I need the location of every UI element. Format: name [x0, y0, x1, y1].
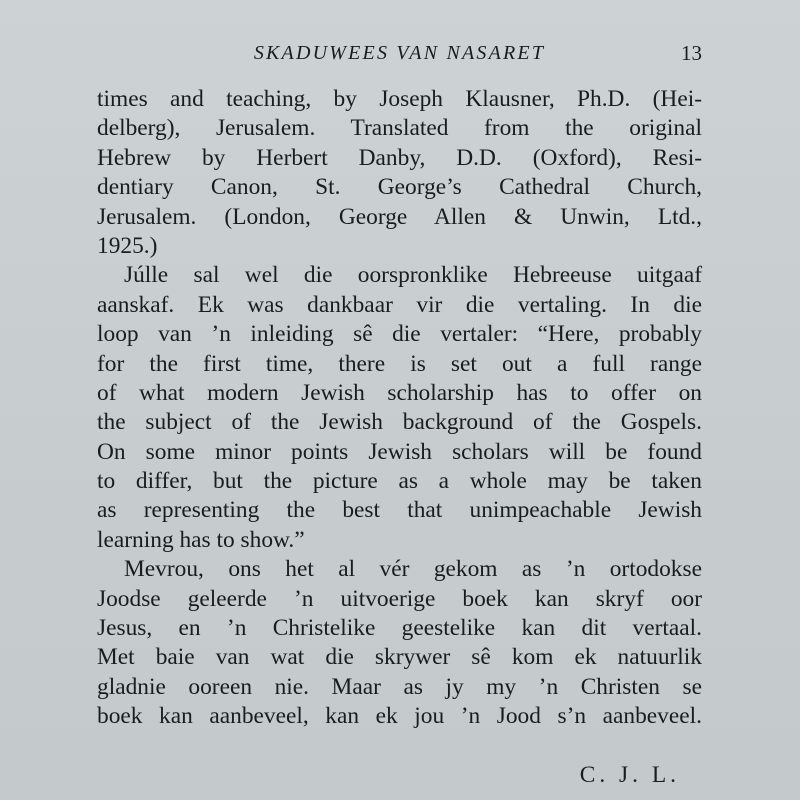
text-line: On some minor points Jewish scholars will be found: [97, 438, 702, 465]
text-line: as representing the best that unimpeachable Jewish: [97, 497, 702, 524]
body-text: [97, 85, 702, 732]
text-line: to differ, but the picture as a whole may be taken: [97, 468, 702, 495]
text-line: aanskaf. Ek was dankbaar vir die vertaling. In die: [97, 291, 702, 318]
running-title: SKADUWEES VAN NASARET: [253, 42, 546, 64]
text-line: Júlle sal wel die oorspronklike Hebreeuse uitgaaf: [124, 262, 702, 289]
text-line: Hebrew by Herbert Danby, D.D. (Oxford), Resi-: [97, 144, 702, 171]
text-line: Mevrou, ons het al vér gekom as ’n ortodokse: [124, 556, 702, 583]
paragraph-1: [97, 85, 702, 261]
paragraph-3: [97, 555, 702, 731]
text-line: of what modern Jewish scholarship has to offer on: [97, 379, 702, 406]
text-line: boek kan aanbeveel, kan ek jou ’n Jood s’n aanbeveel.: [97, 703, 702, 730]
text-line: Jesus, en ’n Christelike geestelike kan dit vertaal.: [97, 615, 702, 642]
text-line: Jerusalem. (London, George Allen & Unwin, Ltd.,: [97, 203, 702, 230]
page-number: 13: [681, 41, 702, 65]
text-line: dentiary Canon, St. George’s Cathedral Church,: [97, 174, 702, 201]
text-line: for the first time, there is set out a full range: [97, 350, 702, 377]
text-line: 1925.): [97, 232, 158, 259]
text-line: gladnie ooreen nie. Maar as jy my ’n Christen se: [97, 673, 702, 700]
text-line: learning has to show.”: [97, 526, 305, 553]
text-line: Joodse geleerde ’n uitvoerige boek kan skryf oor: [97, 585, 702, 612]
text-line: loop van ’n inleiding sê die vertaler: “Here, probably: [97, 321, 702, 348]
running-head: [97, 38, 702, 68]
paragraph-2: [97, 261, 702, 555]
signature-initials: C. J. L.: [579, 762, 680, 788]
text-line: delberg), Jerusalem. Translated from the original: [97, 115, 702, 142]
text-line: times and teaching, by Joseph Klausner, Ph.D. (Hei-: [97, 86, 702, 112]
text-line: Met baie van wat die skrywer sê kom ek natuurlik: [97, 644, 702, 671]
text-line: the subject of the Jewish background of the Gospels.: [97, 409, 702, 436]
